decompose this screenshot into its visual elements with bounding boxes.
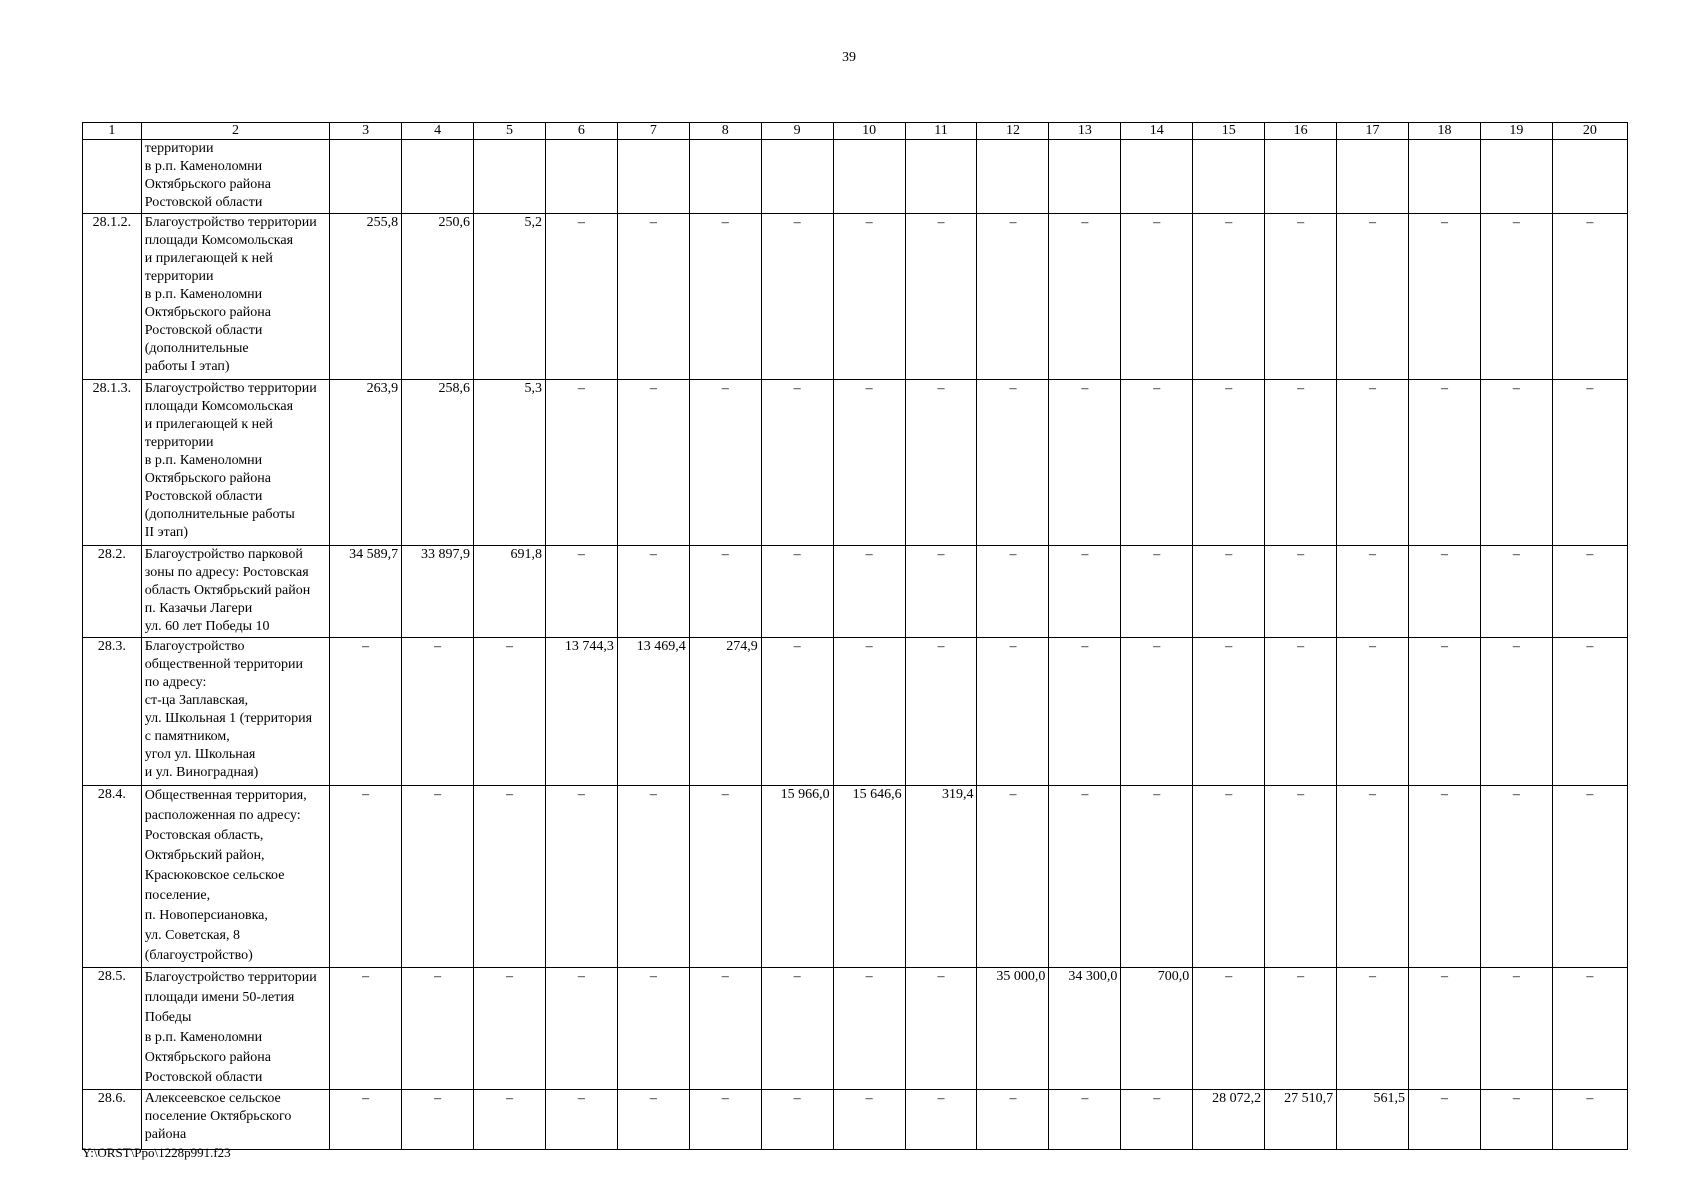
column-header: 5: [474, 123, 546, 140]
value-cell: [330, 140, 402, 214]
column-header: 13: [1049, 123, 1121, 140]
value-cell: –: [617, 1090, 689, 1150]
value-cell: –: [617, 968, 689, 1090]
value-cell: –: [1552, 214, 1627, 380]
value-cell: 700,0: [1121, 968, 1193, 1090]
value-cell: 28 072,2: [1193, 1090, 1265, 1150]
value-cell: 13 744,3: [545, 638, 617, 786]
value-cell: –: [402, 638, 474, 786]
row-name-line: Благоустройство территории: [144, 215, 317, 230]
row-number: [83, 140, 142, 214]
file-path: Y:\ORST\Ppo\1228p991.f23: [82, 1145, 231, 1160]
value-cell: –: [977, 546, 1049, 638]
value-cell: –: [1121, 786, 1193, 968]
value-cell: –: [330, 1090, 402, 1150]
value-cell: –: [905, 638, 977, 786]
row-name: [141, 638, 329, 786]
value-cell: 319,4: [905, 786, 977, 968]
row-name-line: Благоустройство территории: [144, 381, 317, 396]
value-cell: –: [1552, 380, 1627, 546]
table-row: [83, 968, 1628, 1090]
row-name-line: зоны по адресу: Ростовская: [144, 565, 309, 580]
value-cell: –: [474, 1090, 546, 1150]
column-header: 14: [1121, 123, 1193, 140]
value-cell: –: [689, 214, 761, 380]
value-cell: –: [977, 214, 1049, 380]
value-cell: –: [1049, 214, 1121, 380]
column-header: 2: [141, 123, 329, 140]
column-header: 18: [1409, 123, 1481, 140]
row-name-line: (дополнительные работы: [144, 507, 295, 522]
value-cell: 15 966,0: [761, 786, 833, 968]
row-name-line: угол ул. Школьная: [144, 747, 256, 762]
value-cell: –: [1265, 638, 1337, 786]
row-name-line: общественной территории: [144, 657, 304, 672]
value-cell: [1409, 140, 1481, 214]
row-name-line: района: [144, 1127, 187, 1142]
row-number: 28.5.: [83, 968, 142, 1090]
row-name-line: Ростовская область,: [144, 828, 264, 843]
row-name-line: ул. 60 лет Победы 10: [144, 619, 270, 634]
row-name-line: ул. Советская, 8: [144, 928, 240, 943]
value-cell: –: [1552, 638, 1627, 786]
column-header: 15: [1193, 123, 1265, 140]
column-header: 20: [1552, 123, 1627, 140]
row-number: 28.1.3.: [83, 380, 142, 546]
value-cell: –: [1409, 968, 1481, 1090]
value-cell: –: [689, 1090, 761, 1150]
value-cell: 691,8: [474, 546, 546, 638]
value-cell: –: [1265, 786, 1337, 968]
value-cell: [1337, 140, 1409, 214]
value-cell: –: [1121, 380, 1193, 546]
value-cell: –: [1409, 546, 1481, 638]
value-cell: –: [1265, 380, 1337, 546]
value-cell: –: [1337, 968, 1409, 1090]
budget-table: [82, 122, 1628, 1150]
value-cell: –: [1552, 786, 1627, 968]
value-cell: 5,3: [474, 380, 546, 546]
value-cell: –: [977, 786, 1049, 968]
value-cell: –: [1049, 638, 1121, 786]
value-cell: –: [761, 380, 833, 546]
value-cell: –: [833, 380, 905, 546]
row-name-line: Октябрьского района: [144, 471, 271, 486]
value-cell: –: [1480, 786, 1552, 968]
value-cell: –: [1337, 380, 1409, 546]
value-cell: –: [761, 546, 833, 638]
row-name-line: область Октябрьский район: [144, 583, 311, 598]
value-cell: –: [1552, 1090, 1627, 1150]
value-cell: [761, 140, 833, 214]
row-name-line: Общественная территория,: [144, 788, 307, 803]
row-name-line: с памятником,: [144, 729, 230, 744]
value-cell: –: [1121, 546, 1193, 638]
value-cell: [617, 140, 689, 214]
row-name-line: в р.п. Каменоломни: [144, 287, 263, 302]
value-cell: –: [330, 968, 402, 1090]
value-cell: –: [545, 968, 617, 1090]
row-name-line: п. Казачьи Лагери: [144, 601, 253, 616]
value-cell: –: [1193, 214, 1265, 380]
row-name-line: Октябрьского района: [144, 305, 271, 320]
table-row: [83, 140, 1628, 214]
row-name-line: Благоустройство территории: [144, 970, 317, 985]
value-cell: –: [1337, 638, 1409, 786]
value-cell: 15 646,6: [833, 786, 905, 968]
table-body: [83, 140, 1628, 1150]
row-name-line: в р.п. Каменоломни: [144, 1030, 263, 1045]
row-name-line: Октябрьского района: [144, 1050, 271, 1065]
row-name-line: ст-ца Заплавская,: [144, 693, 249, 708]
value-cell: 33 897,9: [402, 546, 474, 638]
row-number: 28.6.: [83, 1090, 142, 1150]
row-name-line: в р.п. Каменоломни: [144, 453, 263, 468]
value-cell: –: [1049, 380, 1121, 546]
value-cell: 561,5: [1337, 1090, 1409, 1150]
value-cell: [977, 140, 1049, 214]
value-cell: –: [402, 786, 474, 968]
value-cell: [474, 140, 546, 214]
value-cell: –: [1265, 968, 1337, 1090]
table-row: [83, 546, 1628, 638]
value-cell: [1049, 140, 1121, 214]
column-header: 1: [83, 123, 142, 140]
row-name: [141, 786, 329, 968]
value-cell: –: [617, 214, 689, 380]
value-cell: 35 000,0: [977, 968, 1049, 1090]
row-name-line: (дополнительные: [144, 341, 249, 356]
value-cell: [1265, 140, 1337, 214]
value-cell: –: [474, 786, 546, 968]
value-cell: –: [1121, 1090, 1193, 1150]
column-header: 9: [761, 123, 833, 140]
value-cell: [1480, 140, 1552, 214]
row-name-line: территории: [144, 269, 214, 284]
value-cell: –: [1552, 968, 1627, 1090]
value-cell: –: [761, 968, 833, 1090]
value-cell: –: [689, 786, 761, 968]
column-header: 10: [833, 123, 905, 140]
value-cell: –: [1409, 214, 1481, 380]
row-name-line: Октябрьский район,: [144, 848, 265, 863]
value-cell: –: [1409, 380, 1481, 546]
value-cell: –: [1193, 786, 1265, 968]
value-cell: 27 510,7: [1265, 1090, 1337, 1150]
value-cell: –: [545, 1090, 617, 1150]
value-cell: [689, 140, 761, 214]
row-number: 28.2.: [83, 546, 142, 638]
row-name-line: (благоустройство): [144, 948, 253, 963]
value-cell: –: [905, 214, 977, 380]
row-name-line: Алексеевское сельское: [144, 1091, 281, 1106]
column-header: 8: [689, 123, 761, 140]
row-name: [141, 380, 329, 546]
row-name-line: в р.п. Каменоломни: [144, 159, 263, 174]
row-name-line: по адресу:: [144, 675, 207, 690]
value-cell: –: [833, 968, 905, 1090]
value-cell: –: [1193, 546, 1265, 638]
column-header: 11: [905, 123, 977, 140]
value-cell: –: [689, 968, 761, 1090]
value-cell: –: [905, 546, 977, 638]
table-header: [83, 123, 1628, 140]
value-cell: –: [761, 214, 833, 380]
value-cell: –: [1049, 1090, 1121, 1150]
value-cell: [1552, 140, 1627, 214]
column-header: 4: [402, 123, 474, 140]
column-header: 17: [1337, 123, 1409, 140]
row-name-line: Благоустройство парковой: [144, 547, 303, 562]
value-cell: –: [833, 638, 905, 786]
row-name: [141, 968, 329, 1090]
row-name-line: и ул. Виноградная): [144, 765, 259, 780]
value-cell: [833, 140, 905, 214]
value-cell: 250,6: [402, 214, 474, 380]
value-cell: –: [1121, 214, 1193, 380]
row-name-line: расположенная по адресу:: [144, 808, 301, 823]
table-row: [83, 380, 1628, 546]
row-name-line: поселение,: [144, 888, 211, 903]
value-cell: –: [1409, 786, 1481, 968]
value-cell: –: [1265, 546, 1337, 638]
value-cell: –: [905, 1090, 977, 1150]
table-row: [83, 1090, 1628, 1150]
value-cell: –: [545, 786, 617, 968]
value-cell: 258,6: [402, 380, 474, 546]
page-number: 39: [842, 50, 856, 65]
column-header: 6: [545, 123, 617, 140]
value-cell: –: [1480, 546, 1552, 638]
row-name-line: территории: [144, 141, 214, 156]
value-cell: –: [1480, 1090, 1552, 1150]
row-name-line: Красюковское сельское: [144, 868, 285, 883]
row-name-line: площади имени 50-летия: [144, 990, 295, 1005]
row-name-line: площади Комсомольская: [144, 233, 294, 248]
row-name-line: Ростовской области: [144, 1070, 263, 1085]
value-cell: [905, 140, 977, 214]
row-name-line: ул. Школьная 1 (территория: [144, 711, 313, 726]
value-cell: [402, 140, 474, 214]
value-cell: –: [977, 638, 1049, 786]
row-number: 28.3.: [83, 638, 142, 786]
value-cell: –: [617, 786, 689, 968]
value-cell: –: [1121, 638, 1193, 786]
value-cell: –: [1193, 638, 1265, 786]
value-cell: –: [1049, 546, 1121, 638]
row-name-line: Благоустройство: [144, 639, 245, 654]
row-name-line: и прилегающей к ней: [144, 417, 273, 432]
value-cell: –: [1337, 546, 1409, 638]
value-cell: 34 300,0: [1049, 968, 1121, 1090]
value-cell: –: [1480, 380, 1552, 546]
column-header: 16: [1265, 123, 1337, 140]
column-header: 19: [1480, 123, 1552, 140]
value-cell: –: [689, 380, 761, 546]
row-name-line: поселение Октябрьского: [144, 1109, 292, 1124]
value-cell: –: [474, 638, 546, 786]
value-cell: –: [1337, 214, 1409, 380]
row-name: [141, 1090, 329, 1150]
value-cell: –: [617, 546, 689, 638]
value-cell: –: [1049, 786, 1121, 968]
value-cell: –: [761, 1090, 833, 1150]
row-name-line: II этап): [144, 525, 189, 540]
value-cell: –: [1409, 638, 1481, 786]
row-name: [141, 140, 329, 214]
value-cell: –: [977, 1090, 1049, 1150]
row-number: 28.1.2.: [83, 214, 142, 380]
value-cell: –: [1552, 546, 1627, 638]
value-cell: –: [905, 380, 977, 546]
value-cell: –: [833, 1090, 905, 1150]
row-name-line: Ростовской области: [144, 489, 263, 504]
value-cell: –: [474, 968, 546, 1090]
row-name-line: территории: [144, 435, 214, 450]
table-row: [83, 786, 1628, 968]
table-row: [83, 214, 1628, 380]
value-cell: –: [1409, 1090, 1481, 1150]
row-name: [141, 546, 329, 638]
value-cell: –: [1265, 214, 1337, 380]
value-cell: [1121, 140, 1193, 214]
column-header: 7: [617, 123, 689, 140]
value-cell: –: [402, 968, 474, 1090]
value-cell: –: [1480, 214, 1552, 380]
value-cell: –: [833, 214, 905, 380]
value-cell: 263,9: [330, 380, 402, 546]
value-cell: –: [833, 546, 905, 638]
value-cell: –: [545, 214, 617, 380]
row-name-line: и прилегающей к ней: [144, 251, 273, 266]
header-row: [83, 123, 1628, 140]
value-cell: 5,2: [474, 214, 546, 380]
value-cell: –: [1337, 786, 1409, 968]
value-cell: –: [761, 638, 833, 786]
row-name-line: работы I этап): [144, 359, 230, 374]
row-name-line: Ростовской области: [144, 323, 263, 338]
row-number: 28.4.: [83, 786, 142, 968]
value-cell: –: [1480, 638, 1552, 786]
value-cell: –: [402, 1090, 474, 1150]
value-cell: 34 589,7: [330, 546, 402, 638]
value-cell: –: [545, 380, 617, 546]
row-name-line: Победы: [144, 1010, 192, 1025]
value-cell: –: [1193, 380, 1265, 546]
value-cell: –: [977, 380, 1049, 546]
row-name-line: Ростовской области: [144, 195, 263, 210]
value-cell: 255,8: [330, 214, 402, 380]
table-row: [83, 638, 1628, 786]
value-cell: 13 469,4: [617, 638, 689, 786]
value-cell: –: [617, 380, 689, 546]
value-cell: –: [330, 786, 402, 968]
value-cell: –: [1193, 968, 1265, 1090]
row-name: [141, 214, 329, 380]
column-header: 12: [977, 123, 1049, 140]
value-cell: –: [330, 638, 402, 786]
value-cell: –: [689, 546, 761, 638]
row-name-line: площади Комсомольская: [144, 399, 294, 414]
value-cell: [545, 140, 617, 214]
value-cell: –: [905, 968, 977, 1090]
value-cell: –: [545, 546, 617, 638]
value-cell: 274,9: [689, 638, 761, 786]
row-name-line: Октябрьского района: [144, 177, 271, 192]
value-cell: –: [1480, 968, 1552, 1090]
value-cell: [1193, 140, 1265, 214]
column-header: 3: [330, 123, 402, 140]
row-name-line: п. Новоперсиановка,: [144, 908, 268, 923]
